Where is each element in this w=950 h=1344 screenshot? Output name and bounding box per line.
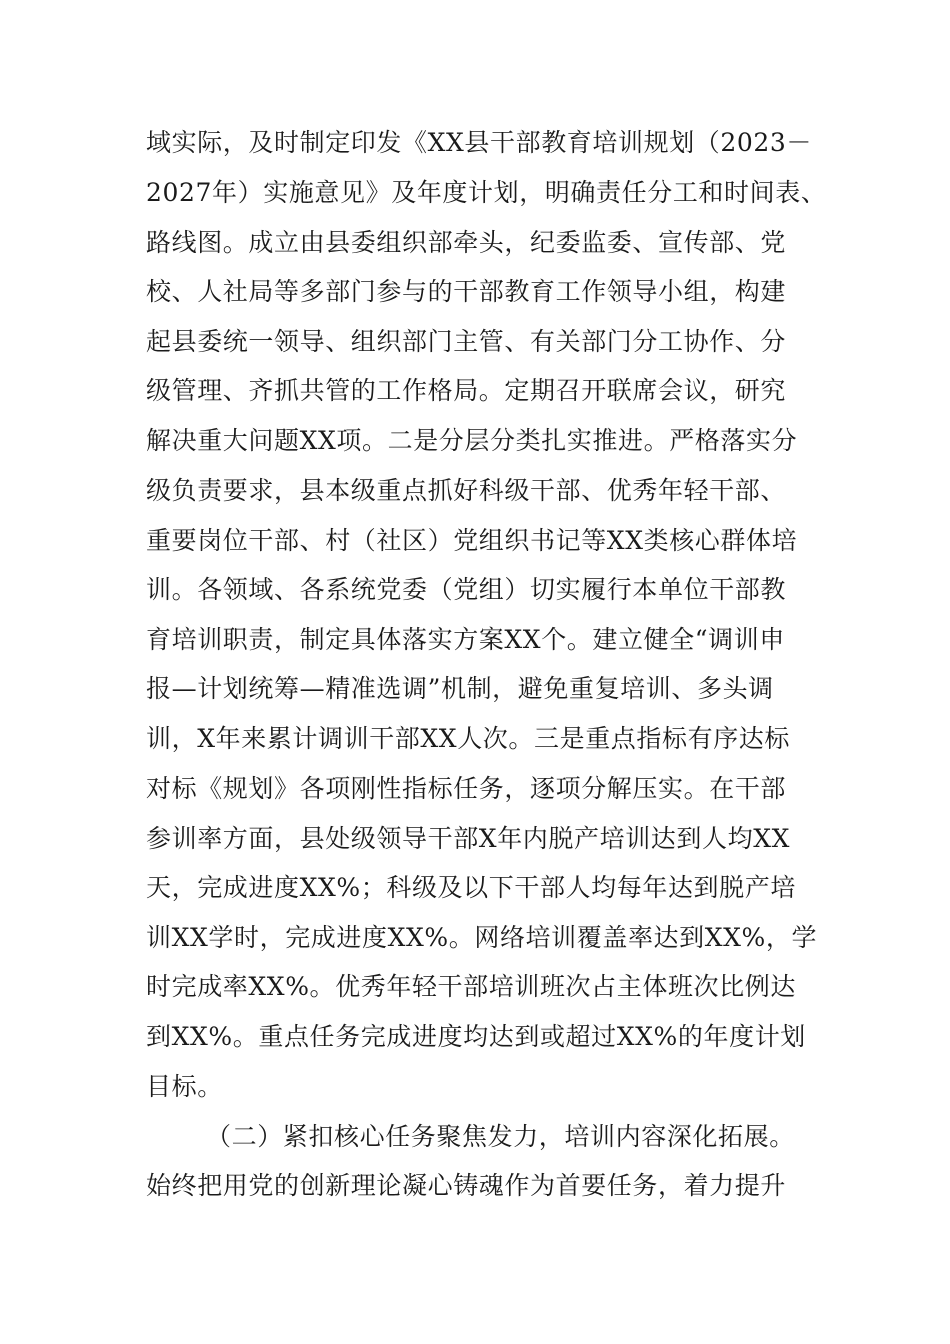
- body-line-15: 参训率方面，县处级领导干部X年内脱产培训达到人均XX: [146, 824, 790, 853]
- body-line-14: 对标《规划》各项刚性指标任务，逐项分解压实。在干部: [146, 774, 787, 803]
- body-line-9: 重要岗位干部、村（社区）党组织书记等XX类核心群体培: [146, 526, 798, 555]
- body-line-3: 路线图。成立由县委组织部牵头，纪委监委、宣传部、党: [146, 228, 787, 257]
- body-line-18: 时完成率XX%。优秀年轻干部培训班次占主体班次比例达: [146, 972, 796, 1001]
- body-line-16: 天，完成进度XX%；科级及以下干部人均每年达到脱产培: [146, 873, 796, 902]
- body-line-11: 育培训职责，制定具体落实方案XX个。建立健全“调训申: [146, 625, 785, 654]
- body-line-12: 报—计划统筹—精准选调”机制，避免重复培训、多头调: [146, 674, 774, 703]
- body-line-2: 2027年）实施意见》及年度计划，明确责任分工和时间表、: [146, 178, 827, 207]
- body-line-13: 训，X年来累计调训干部XX人次。三是重点指标有序达标: [146, 724, 790, 753]
- body-line-1: 域实际，及时制定印发《XX县干部教育培训规划（2023－: [146, 128, 813, 157]
- body-line-10: 训。各领域、各系统党委（党组）切实履行本单位干部教: [146, 575, 787, 604]
- body-line-21: 始终把用党的创新理论凝心铸魂作为首要任务，着力提升: [146, 1171, 787, 1200]
- body-line-17: 训XX学时，完成进度XX%。网络培训覆盖率达到XX%，学: [146, 923, 818, 952]
- section-heading: （二）紧扣核心任务聚焦发力，培训内容深化拓展。: [206, 1122, 795, 1151]
- body-line-6: 级管理、齐抓共管的工作格局。定期召开联席会议，研究: [146, 376, 787, 405]
- body-line-19: 到XX%。重点任务完成进度均达到或超过XX%的年度计划: [146, 1022, 806, 1051]
- body-line-8: 级负责要求，县本级重点抓好科级干部、优秀年轻干部、: [146, 476, 787, 505]
- body-line-4: 校、人社局等多部门参与的干部教育工作领导小组，构建: [146, 277, 787, 306]
- body-line-7: 解决重大问题XX项。二是分层分类扎实推进。严格落实分: [146, 426, 798, 455]
- body-line-5: 起县委统一领导、组织部门主管、有关部门分工协作、分: [146, 327, 787, 356]
- body-line-20: 目标。: [146, 1072, 223, 1101]
